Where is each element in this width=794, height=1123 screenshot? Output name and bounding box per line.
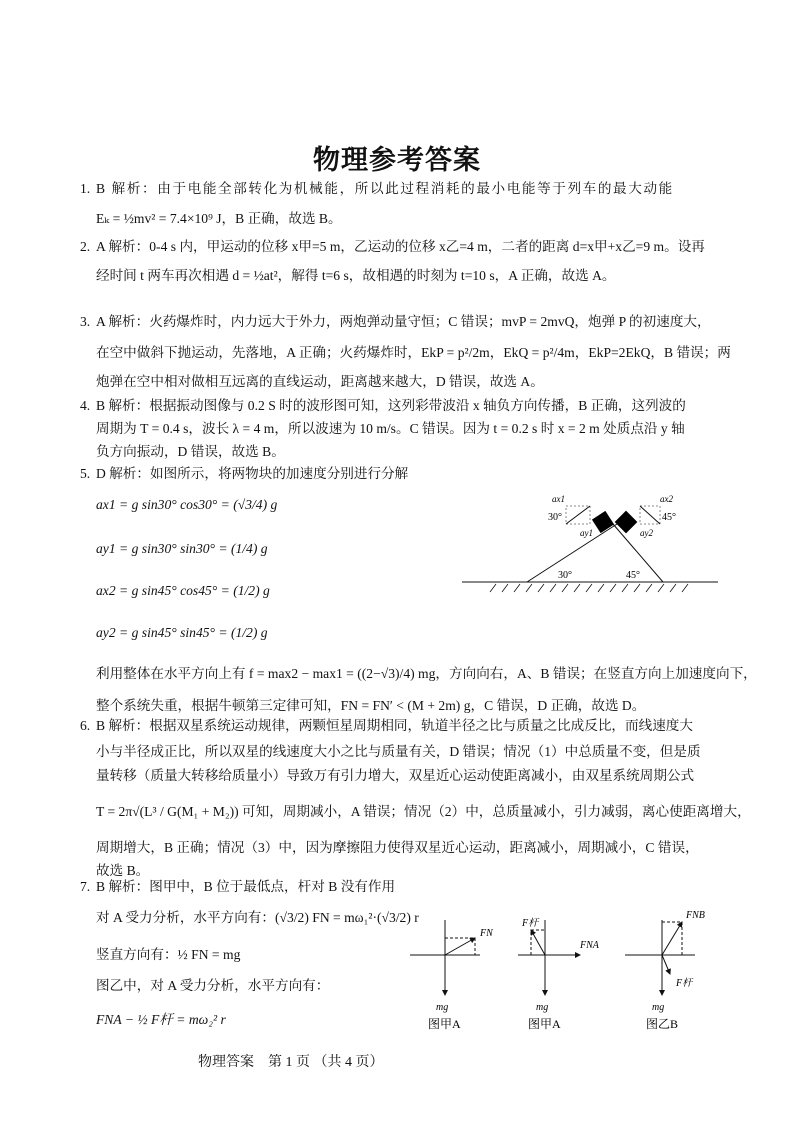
- q5-line: 利用整体在水平方向上有 f = max2 − max1 = ((2−√3)/4) mg，方向向右，A、B 错误；在竖直方向上加速度向下，: [96, 666, 757, 681]
- q3-line: 在空中做斜下抛运动，先落地，A 正确；火药爆炸时，EkP = p²/2m，EkQ = p²/4m，EkP=2EkQ，B 错误；两: [96, 345, 731, 360]
- q2-line: A 解析：0-4 s 内，甲运动的位移 x甲=5 m，乙运动的位移 x乙=4 m，二者的距离 d=x甲+x乙=9 m。设再: [96, 239, 705, 254]
- label-angle-45-plane: 45°: [626, 570, 640, 581]
- q6-line: T = 2π√(L³ / G(M₁ + M₂)) 可知，周期减小，A 错误；情况（2）中，总质量减小，引力减弱，离心使距离增大，: [96, 804, 751, 819]
- force-label-mg: mg: [536, 1002, 549, 1013]
- force-diagrams-figure: [400, 890, 740, 1040]
- force-label-mg: mg: [436, 1002, 449, 1013]
- label-angle-30-plane: 30°: [558, 570, 572, 581]
- q3-line: A 解析：火药爆炸时，内力远大于外力，两炮弹动量守恒；C 错误；mvP = 2mvQ，炮弹 P 的初速度大，: [96, 314, 711, 329]
- q5-formula: ay1 = g sin30° sin30° = (1/4) g: [96, 541, 268, 556]
- q5-formula: ax1 = g sin30° cos30° = (√3/4) g: [96, 497, 278, 512]
- force-label-F-rod: F杆: [676, 978, 693, 989]
- q1-line: Eₖ = ½mv² = 7.4×10⁹ J，B 正确，故选 B。: [96, 211, 342, 226]
- q6-line: 故选 B。: [96, 863, 150, 878]
- page-footer: 物理答案 第 1 页 （共 4 页）: [198, 1055, 384, 1070]
- q5-line: D 解析：如图所示，将两物块的加速度分别进行分解: [96, 466, 409, 481]
- q4-line: B 解析：根据振动图像与 0.2 S 时的波形图可知，这列彩带波沿 x 轴负方向传播，B 正确，这列波的: [96, 398, 686, 413]
- q5-line: 整个系统失重，根据牛顿第三定律可知，FN = FN′ < (M + 2m) g，C 错误，D 正确，故选 D。: [96, 698, 646, 713]
- q6-line: B 解析：根据双星系统运动规律，两颗恒星周期相同，轨道半径之比与质量之比成反比，而线速度大: [96, 718, 693, 733]
- q2-number: 2.: [80, 239, 91, 254]
- q6-line: 量转移（质量大转移给质量小）导致万有引力增大，双星近心运动使距离减小，由双星系统周期公式: [96, 768, 695, 783]
- force-label-FNA: FNA: [580, 940, 599, 951]
- q6-line: 周期增大，B 正确；情况（3）中，因为摩擦阻力使得双星近心运动，距离减小，周期减小，C 错误，: [96, 840, 699, 855]
- q7-line: 对 A 受力分析，水平方向有：(√3/2) FN = mω₁²·(√3/2) r: [96, 910, 419, 925]
- q7-line: 图乙中，对 A 受力分析，水平方向有：: [96, 978, 330, 993]
- q3-number: 3.: [80, 314, 91, 329]
- q5-number: 5.: [80, 466, 91, 481]
- q7-line: B 解析：图甲中，B 位于最低点，杆对 B 没有作用: [96, 879, 396, 894]
- q4-number: 4.: [80, 398, 91, 413]
- force-label-FN: FN: [480, 928, 493, 939]
- force-label-F-rod: F杆: [522, 918, 539, 929]
- force-label-mg: mg: [652, 1002, 665, 1013]
- label-ax2: ax2: [660, 494, 673, 504]
- label-ay1: ay1: [580, 528, 593, 538]
- q2-line: 经时间 t 两车再次相遇 d = ½at²，解得 t=6 s，故相遇的时刻为 t=10 s，A 正确，故选 A。: [96, 268, 616, 283]
- q3-line: 炮弹在空中相对做相互远离的直线运动，距离越来越大，D 错误，故选 A。: [96, 374, 544, 389]
- inclined-planes-figure: [450, 480, 730, 600]
- q5-formula: ay2 = g sin45° sin45° = (1/2) g: [96, 625, 268, 640]
- label-ax1: ax1: [552, 494, 565, 504]
- q4-line: 周期为 T = 0.4 s，波长 λ = 4 m，所以波速为 10 m/s。C 错误。因为 t = 0.2 s 时 x = 2 m 处质点沿 y 轴: [96, 421, 685, 436]
- caption-fig-jia-A-2: 图甲A: [528, 1017, 561, 1031]
- q7-number: 7.: [80, 879, 91, 894]
- q6-line: 小与半径成正比，所以双星的线速度大小之比与质量有关，D 错误；情况（1）中总质量不变，但是质: [96, 744, 701, 759]
- q4-line: 负方向振动，D 错误，故选 B。: [96, 444, 285, 459]
- caption-fig-yi-B: 图乙B: [646, 1017, 679, 1031]
- q5-formula: ax2 = g sin45° cos45° = (1/2) g: [96, 583, 270, 598]
- q1-line: B 解析：由于电能全部转化为机械能，所以此过程消耗的最小电能等于列车的最大动能: [96, 181, 674, 196]
- q6-number: 6.: [80, 718, 91, 733]
- page-title: 物理参考答案: [313, 145, 481, 176]
- label-angle-30-vector: 30°: [548, 512, 562, 523]
- caption-fig-jia-A-1: 图甲A: [428, 1017, 461, 1031]
- force-label-FNB: FNB: [686, 910, 705, 921]
- label-ay2: ay2: [640, 528, 653, 538]
- q1-number: 1.: [80, 181, 91, 196]
- q7-formula: FNA − ½ F杆 = mω₂² r: [96, 1012, 226, 1027]
- q7-line: 竖直方向有：½ FN = mg: [96, 947, 241, 962]
- label-angle-45-vector: 45°: [662, 512, 676, 523]
